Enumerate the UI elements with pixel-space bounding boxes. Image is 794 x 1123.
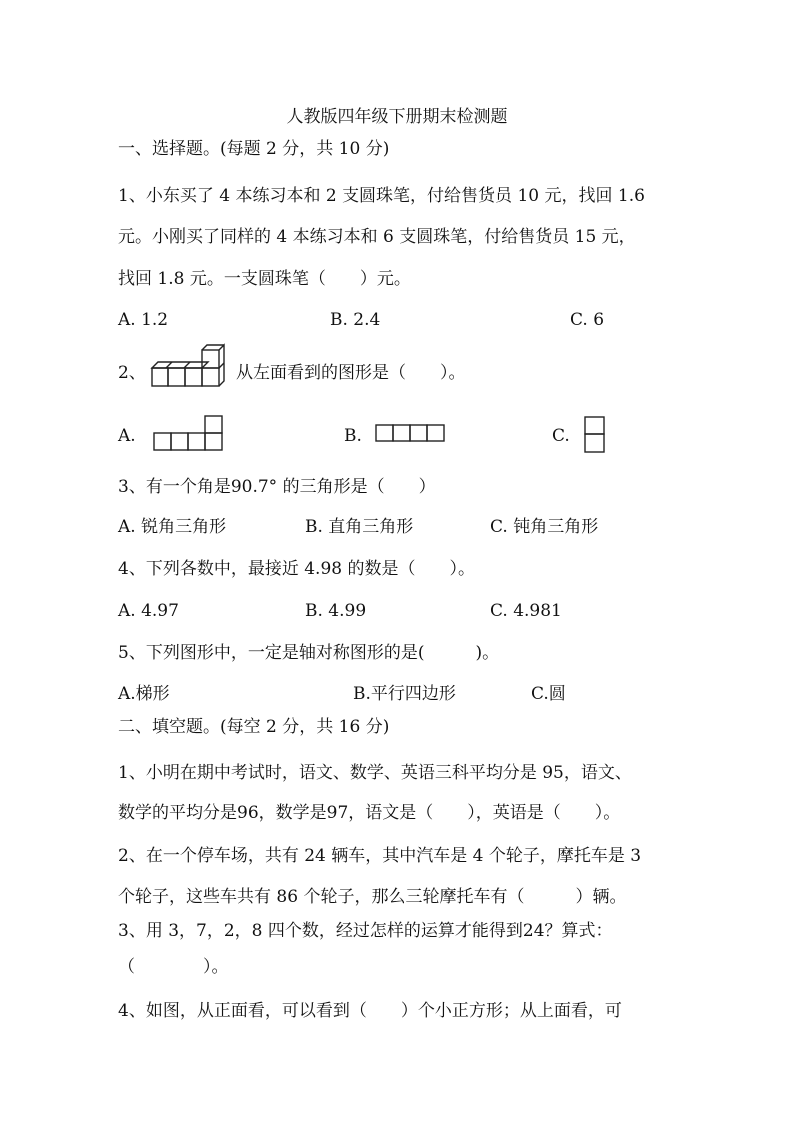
option-b-figure (374, 423, 448, 443)
question-2-number: 2、 (118, 363, 146, 383)
question-2-option-a: A. (118, 426, 136, 446)
question-1-option-c: C. 6 (570, 310, 605, 330)
question-4-option-c: C. 4.981 (490, 601, 562, 621)
question-1-option-a: A. 1.2 (118, 310, 169, 330)
question-3-option-a: A. 锐角三角形 (118, 517, 227, 537)
question-4-option-a: A. 4.97 (118, 601, 179, 621)
fill-question-4-line-1: 4、如图，从正面看，可以看到（ ）个小正方形；从上面看，可 (118, 1001, 622, 1021)
question-5-text: 5、下列图形中，一定是轴对称图形的是( )。 (118, 643, 500, 663)
fill-question-1-line-1: 1、小明在期中考试时，语文、数学、英语三科平均分是 95，语文、 (118, 763, 632, 783)
option-c-figure (583, 415, 607, 455)
question-1-line-3: 找回 1.8 元。一支圆珠笔（ ）元。 (118, 269, 411, 289)
question-5-option-a: A.梯形 (118, 684, 170, 704)
question-2-option-c: C. (552, 426, 570, 446)
option-a-figure (152, 415, 224, 453)
fill-question-1-line-2: 数学的平均分是96，数学是97，语文是（ ），英语是（ ）。 (118, 803, 621, 823)
question-2-text: 从左面看到的图形是（ ）。 (236, 363, 466, 383)
question-3-option-b: B. 直角三角形 (305, 517, 414, 537)
question-4-option-b: B. 4.99 (305, 601, 367, 621)
question-3-text: 3、有一个角是90.7° 的三角形是（ ） (118, 477, 436, 497)
question-2-option-b: B. (344, 426, 362, 446)
fill-question-3-line-1: 3、用 3，7，2，8 四个数，经过怎样的运算才能得到24？算式： (118, 921, 613, 941)
cube-stack-figure (150, 348, 226, 390)
question-5-option-c: C.圆 (531, 684, 566, 704)
question-1-option-b: B. 2.4 (330, 310, 381, 330)
question-5-option-b: B.平行四边形 (353, 684, 456, 704)
question-4-text: 4、下列各数中，最接近 4.98 的数是（ ）。 (118, 559, 475, 579)
fill-question-2-line-2: 个轮子，这些车共有 86 个轮子，那么三轮摩托车有（ ）辆。 (118, 887, 627, 907)
question-3-option-c: C. 钝角三角形 (490, 517, 599, 537)
fill-question-2-line-1: 2、在一个停车场，共有 24 辆车，其中汽车是 4 个轮子，摩托车是 3 (118, 846, 642, 866)
question-1-line-1: 1、小东买了 4 本练习本和 2 支圆珠笔，付给售货员 10 元，找回 1.6 (118, 186, 645, 206)
page-title: 人教版四年级下册期末检测题 (286, 107, 508, 127)
section2-heading: 二、填空题。(每空 2 分，共 16 分) (118, 717, 390, 737)
question-1-line-2: 元。小刚买了同样的 4 本练习本和 6 支圆珠笔，付给售货员 15 元， (118, 227, 636, 247)
fill-question-3-line-2: （ ）。 (118, 957, 229, 977)
section1-heading: 一、选择题。(每题 2 分，共 10 分) (118, 139, 390, 159)
